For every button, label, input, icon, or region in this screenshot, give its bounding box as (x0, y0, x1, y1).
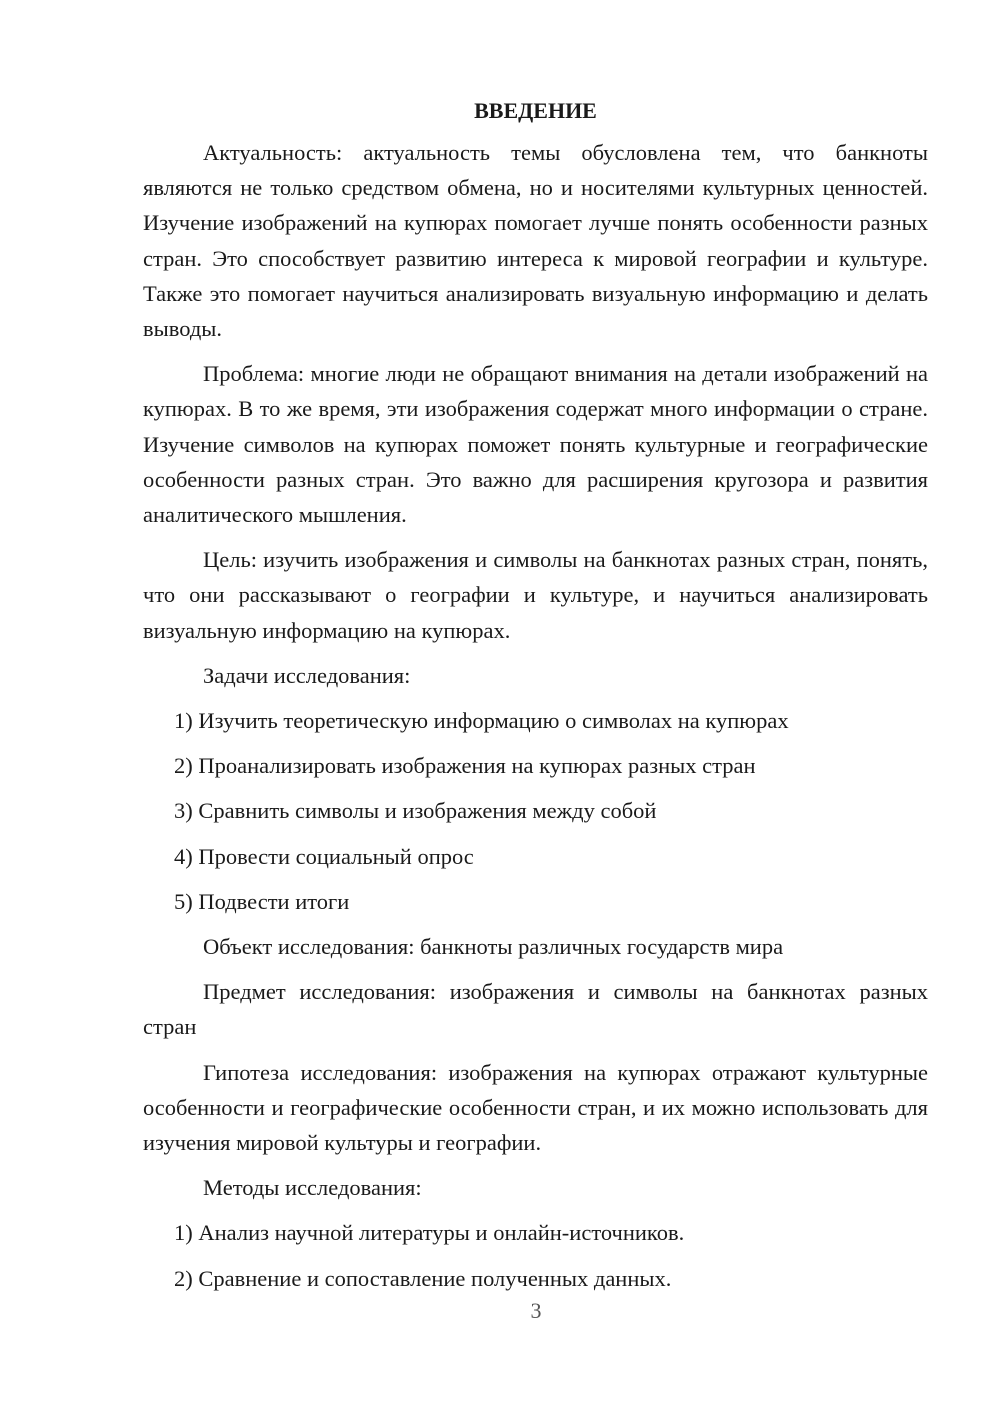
relevance-paragraph: Актуальность: актуальность темы обусловлена тем, что банкноты являются не только средством обмена, но и носителями культурных ценностей. Изучение изображений на купюрах помогает лучше понять особенности разных стран. Это способствует развитию интереса к мировой географии и культуре. Также это помогает научиться анализировать визуальную информацию и делать выводы. (143, 140, 928, 342)
methods-list (143, 1215, 928, 1295)
list-item: 2) Проанализировать изображения на купюрах разных стран (174, 753, 756, 779)
methods-heading: Методы исследования: (203, 1175, 422, 1201)
tasks-heading: Задачи исследования: (203, 662, 411, 688)
subject-paragraph: Предмет исследования: изображения и символы на банкнотах разных стран (143, 979, 928, 1040)
list-item: 3) Сравнить символы и изображения между собой (174, 798, 657, 824)
object-line: Объект исследования: банкноты различных государств мира (203, 934, 784, 960)
problem-paragraph: Проблема: многие люди не обращают внимания на детали изображений на купюрах. В то же время, эти изображения содержат много информации о стране. Изучение символов на купюрах поможет понять культурные и географические особенности разных стран. Это важно для расширения кругозора и развития аналитического мышления. (143, 361, 928, 528)
list-item: 1) Изучить теоретическую информацию о символах на купюрах (174, 708, 789, 734)
list-item: 4) Провести социальный опрос (174, 843, 474, 869)
goal-paragraph: Цель: изучить изображения и символы на банкнотах разных стран, понять, что они рассказывают о географии и культуре, и научиться анализировать визуальную информацию на купюрах. (143, 547, 928, 643)
list-item: 2) Сравнение и сопоставление полученных данных. (174, 1265, 672, 1291)
tasks-list (143, 703, 928, 919)
list-item: 5) Подвести итоги (174, 888, 350, 914)
list-item: 1) Анализ научной литературы и онлайн-источников. (174, 1220, 685, 1246)
page-number: 3 (530, 1298, 542, 1323)
document-title: ВВЕДЕНИЕ (474, 98, 597, 123)
document-page (143, 94, 928, 1306)
hypothesis-paragraph: Гипотеза исследования: изображения на купюрах отражают культурные особенности и географические особенности стран, и их можно использовать для изучения мировой культуры и географии. (143, 1059, 928, 1156)
